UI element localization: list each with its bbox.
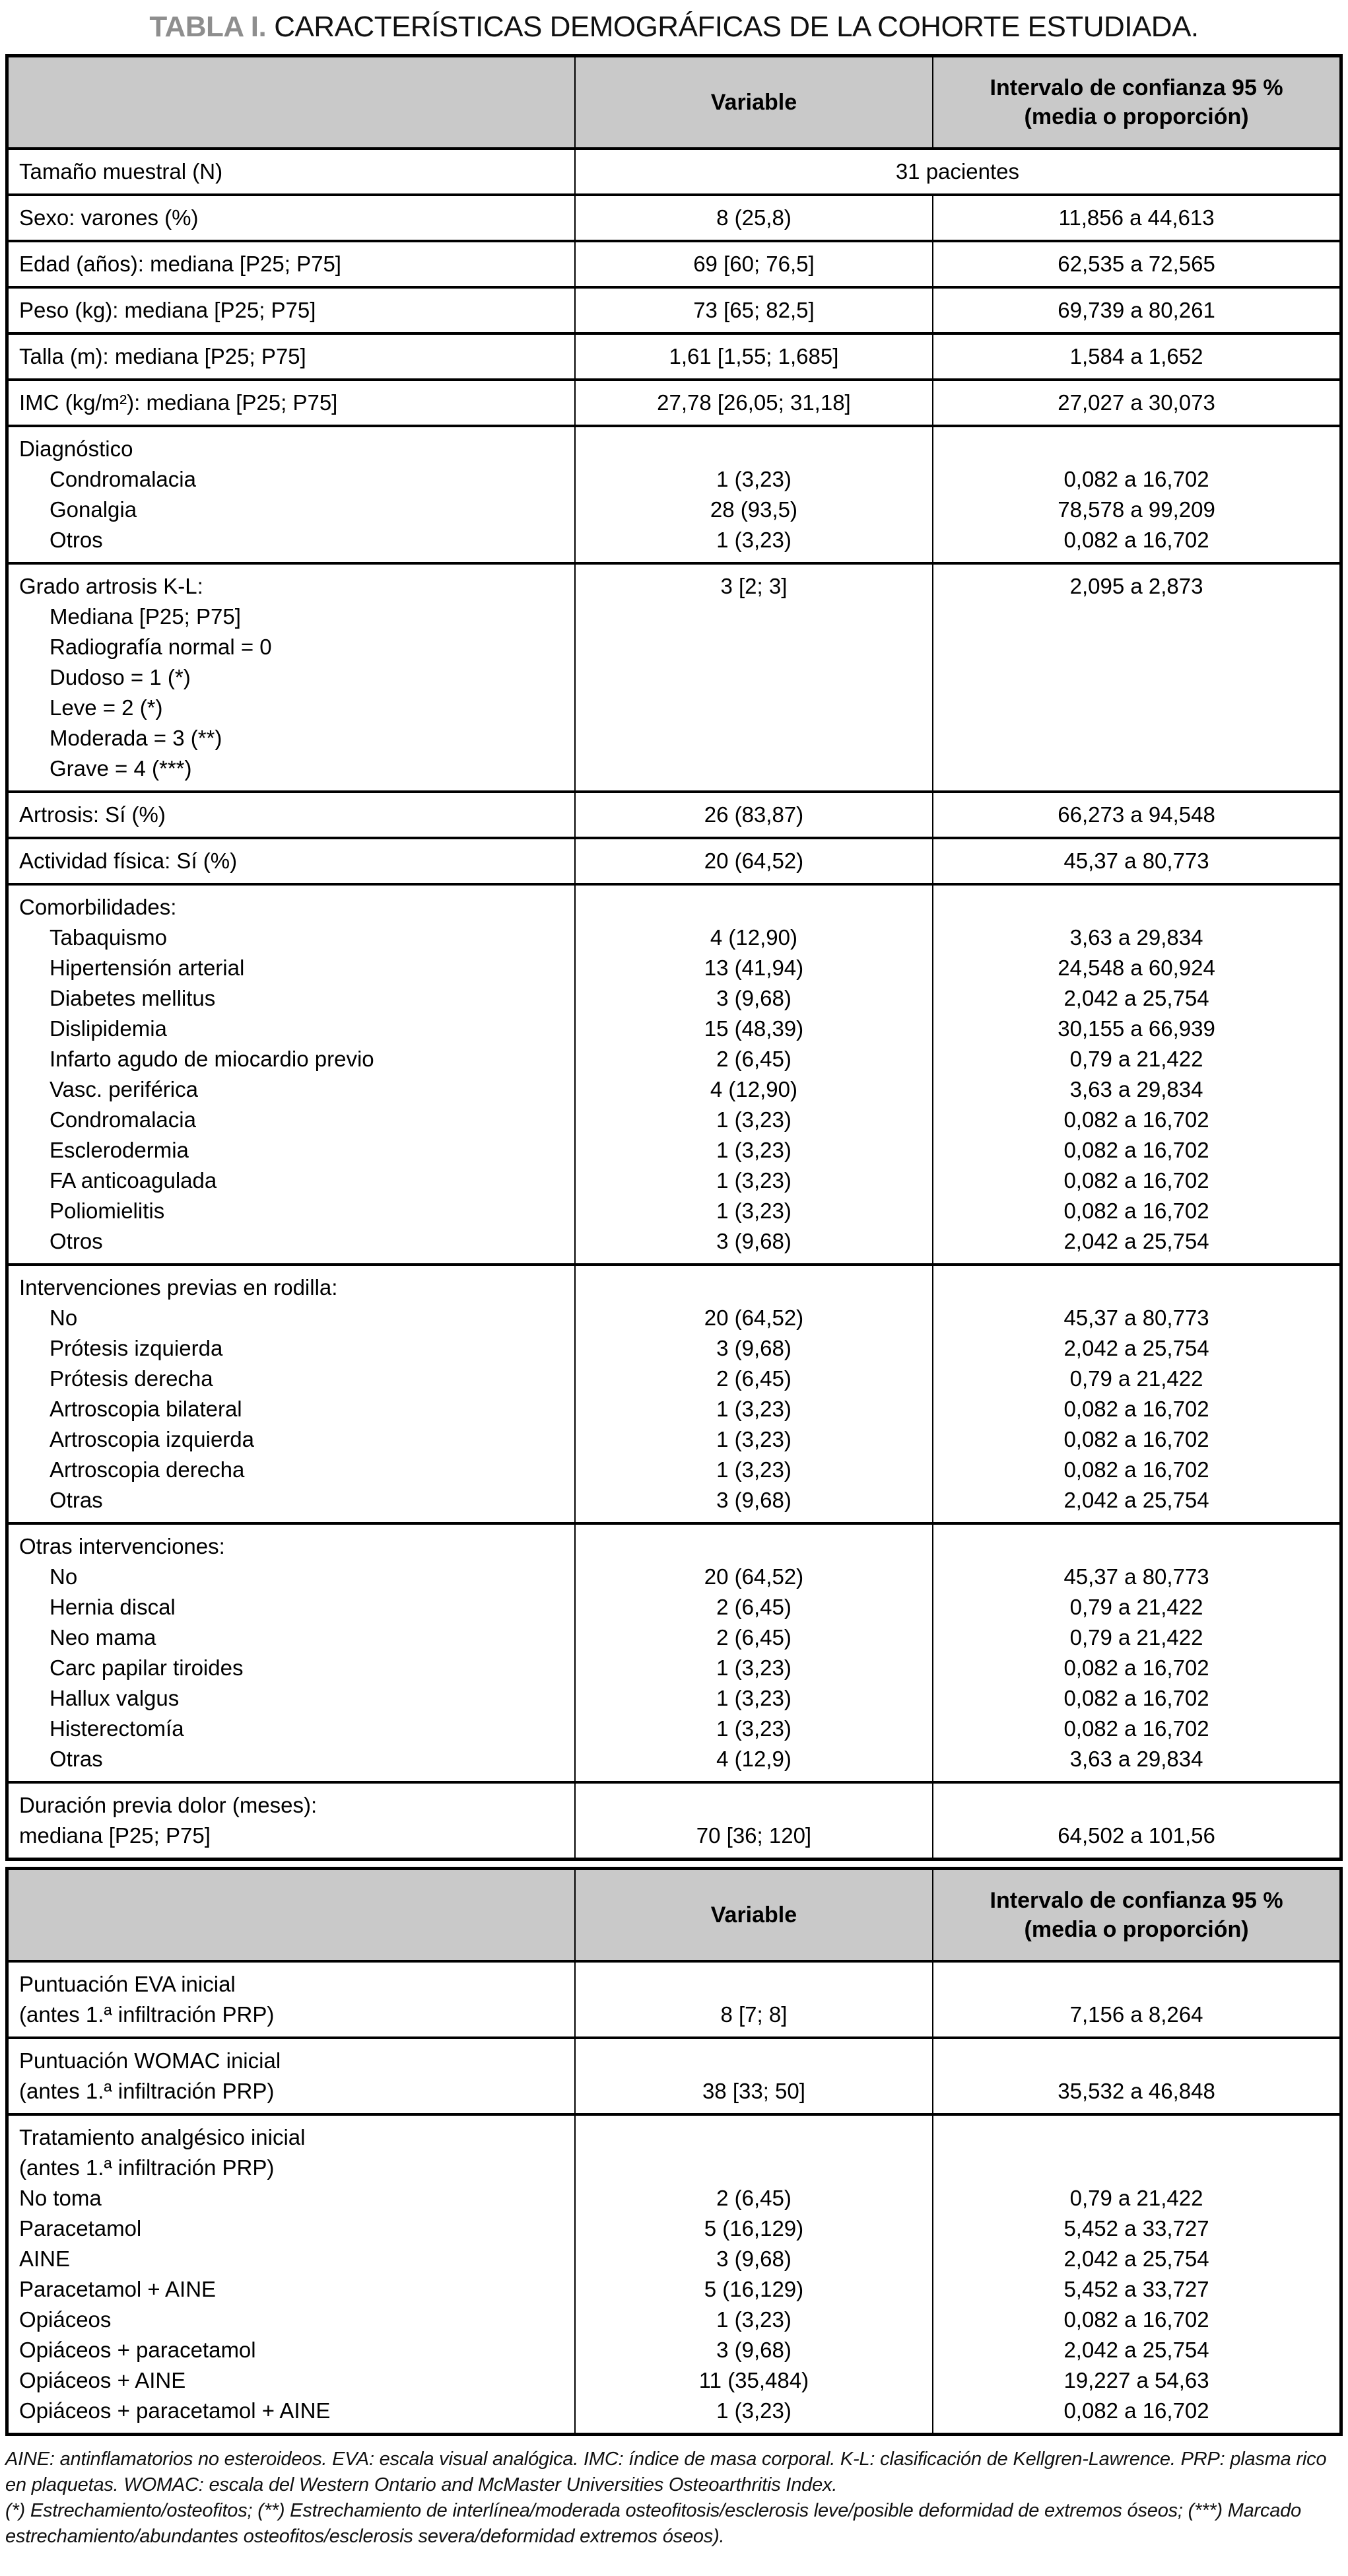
footnotes <box>5 2447 1343 2550</box>
row-ci: 0,79 a 21,422 <box>1069 1625 1203 1650</box>
row-label-cell <box>9 427 574 562</box>
table-row <box>9 837 1339 883</box>
table-row <box>9 286 1339 332</box>
row-sublabel: Esclerodermia <box>50 1138 189 1162</box>
table-title-text: CARACTERÍSTICAS DEMOGRÁFICAS DE LA COHORTE ESTUDIADA. <box>274 11 1199 43</box>
row-value: 28 (93,5) <box>710 497 797 522</box>
row-label: Otras intervenciones: <box>19 1534 225 1558</box>
row-value: 1,61 [1,55; 1,685] <box>669 344 839 368</box>
row-ci: 27,027 a 30,073 <box>1058 390 1215 415</box>
row-ci-cell <box>932 565 1339 790</box>
row-ci: 3,63 a 29,834 <box>1069 925 1203 950</box>
row-value-cell <box>574 242 932 286</box>
row-label: Diagnóstico <box>19 436 133 461</box>
row-ci <box>937 2153 1335 2183</box>
row-value: 8 [7; 8] <box>720 2002 788 2027</box>
row-ci: 0,082 a 16,702 <box>1063 1107 1209 1132</box>
footnote-asterisks: (*) Estrechamiento/osteofitos; (**) Estrechamiento de interlínea/moderada osteofitosis/esclerosis leve/posible deformidad de extremos óseos; (***) Marcado estrechamiento/abundantes osteofitos/esclerosis severa/deformidad extremos óseos). <box>5 2500 1302 2547</box>
row-sublabel: Condromalacia <box>50 467 196 491</box>
row-value <box>580 2046 928 2076</box>
row-ci: 3,63 a 29,834 <box>1069 1077 1203 1101</box>
row-value: 3 (9,68) <box>716 1488 792 1512</box>
row-ci <box>937 1969 1335 2000</box>
row-value-cell <box>574 427 932 562</box>
row-label-cell <box>9 839 574 883</box>
row-label: Opiáceos + AINE <box>19 2368 186 2392</box>
row-ci: 1,584 a 1,652 <box>1069 344 1203 368</box>
row-value <box>580 1969 928 2000</box>
row-ci: 0,082 a 16,702 <box>1063 1716 1209 1741</box>
row-value <box>580 753 928 784</box>
row-value-cell <box>574 335 932 378</box>
row-ci: 0,79 a 21,422 <box>1069 1366 1203 1391</box>
row-label: Paracetamol + AINE <box>19 2277 217 2301</box>
header-row <box>9 1870 1339 1960</box>
row-ci: 45,37 a 80,773 <box>1063 849 1209 873</box>
row-ci <box>937 1272 1335 1303</box>
column-header-ci <box>932 57 1339 147</box>
row-ci-cell <box>932 886 1339 1263</box>
row-ci: 45,37 a 80,773 <box>1063 1305 1209 1330</box>
row-value: 3 (9,68) <box>716 2338 792 2362</box>
row-ci: 0,082 a 16,702 <box>1063 1457 1209 1482</box>
row-ci: 64,502 a 101,56 <box>1058 1823 1215 1848</box>
row-ci: 5,452 a 33,727 <box>1063 2216 1209 2241</box>
row-sublabel: Mediana [P25; P75] <box>50 604 241 629</box>
row-value: 1 (3,23) <box>716 1107 792 1132</box>
row-sublabel: Histerectomía <box>50 1716 184 1741</box>
row-value <box>580 693 928 723</box>
table-row <box>9 1960 1339 2036</box>
row-span-value: 31 pacientes <box>574 150 1339 193</box>
row-ci: 0,79 a 21,422 <box>1069 2186 1203 2210</box>
row-sublabel: No <box>50 1564 78 1589</box>
column-header-empty <box>9 57 574 147</box>
row-value: 15 (48,39) <box>704 1016 804 1041</box>
row-ci-cell <box>932 2116 1339 2433</box>
row-ci-cell <box>932 1784 1339 1858</box>
row-label-cell <box>9 335 574 378</box>
row-sublabel: Neo mama <box>50 1625 156 1650</box>
table-title <box>5 11 1343 44</box>
row-ci: 66,273 a 94,548 <box>1058 802 1215 827</box>
row-ci: 0,082 a 16,702 <box>1063 2398 1209 2423</box>
row-value: 1 (3,23) <box>716 1427 792 1451</box>
row-ci: 69,739 a 80,261 <box>1058 298 1215 322</box>
row-value: 73 [65; 82,5] <box>693 298 815 322</box>
row-ci: 5,452 a 33,727 <box>1063 2277 1209 2301</box>
row-ci: 0,082 a 16,702 <box>1063 1397 1209 1421</box>
row-value: 20 (64,52) <box>704 849 804 873</box>
row-value: 2 (6,45) <box>716 1366 792 1391</box>
row-ci: 0,082 a 16,702 <box>1063 1199 1209 1223</box>
row-value-cell <box>574 1525 932 1781</box>
table-row <box>9 425 1339 562</box>
row-value: 2 (6,45) <box>716 1625 792 1650</box>
row-value <box>580 434 928 464</box>
row-label-cell <box>9 886 574 1263</box>
row-sublabel: Otras <box>50 1488 103 1512</box>
row-value: 1 (3,23) <box>716 1138 792 1162</box>
table-title-label: TABLA I. <box>149 11 267 43</box>
row-ci <box>937 2046 1335 2076</box>
row-ci <box>937 632 1335 662</box>
row-ci-cell <box>932 1266 1339 1522</box>
row-sublabel: Dislipidemia <box>50 1016 167 1041</box>
row-value: 13 (41,94) <box>704 956 804 980</box>
row-label: Tamaño muestral (N) <box>19 159 223 184</box>
row-value: 3 (9,68) <box>716 986 792 1010</box>
row-label: Opiáceos <box>19 2307 112 2332</box>
row-value-cell <box>574 381 932 425</box>
row-ci: 0,082 a 16,702 <box>1063 1168 1209 1193</box>
row-value <box>580 723 928 753</box>
row-ci: 3,63 a 29,834 <box>1069 1747 1203 1771</box>
row-ci: 45,37 a 80,773 <box>1063 1564 1209 1589</box>
table-row <box>9 2036 1339 2113</box>
column-header-variable: Variable <box>574 57 932 147</box>
row-ci: 2,042 a 25,754 <box>1063 1229 1209 1253</box>
column-header-ci <box>932 1870 1339 1960</box>
column-header-ci-line-1: Intervalo de confianza 95 % <box>990 1888 1283 1913</box>
column-header-ci-line-1: Intervalo de confianza 95 % <box>990 75 1283 100</box>
row-ci-cell <box>932 335 1339 378</box>
row-value: 4 (12,9) <box>716 1747 792 1771</box>
row-value: 2 (6,45) <box>716 1595 792 1619</box>
row-ci-cell <box>932 289 1339 332</box>
row-value: 3 (9,68) <box>716 1229 792 1253</box>
row-ci-cell <box>932 2039 1339 2113</box>
row-value <box>580 662 928 693</box>
row-ci-cell <box>932 196 1339 240</box>
row-label: Tratamiento analgésico inicial <box>19 2125 306 2149</box>
row-sublabel: Leve = 2 (*) <box>50 695 163 720</box>
row-label-cell <box>9 793 574 837</box>
row-ci: 0,79 a 21,422 <box>1069 1595 1203 1619</box>
row-value: 8 (25,8) <box>716 205 792 230</box>
row-ci: 0,082 a 16,702 <box>1063 528 1209 552</box>
row-ci-cell <box>932 1963 1339 2036</box>
row-sublabel: Condromalacia <box>50 1107 196 1132</box>
tables-container <box>5 54 1343 2436</box>
row-label: Puntuación EVA inicial <box>19 1972 236 1996</box>
row-sublabel: Infarto agudo de miocardio previo <box>50 1047 374 1071</box>
row-label-cell <box>9 196 574 240</box>
row-ci <box>937 434 1335 464</box>
row-value: 1 (3,23) <box>716 1397 792 1421</box>
row-ci-cell <box>932 427 1339 562</box>
row-sublabel: Moderada = 3 (**) <box>50 726 222 750</box>
table-row <box>9 883 1339 1263</box>
row-ci: 2,042 a 25,754 <box>1063 1336 1209 1360</box>
row-value-cell <box>574 886 932 1263</box>
row-value <box>580 2153 928 2183</box>
row-value: 27,78 [26,05; 31,18] <box>657 390 851 415</box>
row-ci: 30,155 a 66,939 <box>1058 1016 1215 1041</box>
row-sublabel: Otras <box>50 1747 103 1771</box>
row-label: Puntuación WOMAC inicial <box>19 2048 281 2073</box>
row-label: Opiáceos + paracetamol + AINE <box>19 2398 331 2423</box>
row-label: Opiáceos + paracetamol <box>19 2338 256 2362</box>
row-label: (antes 1.ª infiltración PRP) <box>19 2002 275 2027</box>
row-sublabel: Prótesis derecha <box>50 1366 213 1391</box>
row-ci: 35,532 a 46,848 <box>1058 2079 1215 2103</box>
row-value: 70 [36; 120] <box>696 1823 812 1848</box>
row-ci <box>937 892 1335 922</box>
row-value-cell <box>574 1784 932 1858</box>
row-label: Edad (años): mediana [P25; P75] <box>19 252 341 276</box>
row-ci-cell <box>932 242 1339 286</box>
row-sublabel: No <box>50 1305 78 1330</box>
row-value: 2 (6,45) <box>716 2186 792 2210</box>
header-row <box>9 57 1339 147</box>
table-row <box>9 378 1339 425</box>
row-value: 3 (9,68) <box>716 2246 792 2271</box>
row-label: Comorbilidades: <box>19 895 177 919</box>
column-header-ci-line-2: (media o proporción) <box>1024 1917 1249 1942</box>
row-value: 2 (6,45) <box>716 1047 792 1071</box>
row-ci <box>937 2122 1335 2153</box>
row-label: Grado artrosis K-L: <box>19 574 203 598</box>
row-label: No toma <box>19 2186 102 2210</box>
row-value: 20 (64,52) <box>704 1305 804 1330</box>
column-header-variable: Variable <box>574 1870 932 1960</box>
row-ci: 0,082 a 16,702 <box>1063 467 1209 491</box>
row-label-cell <box>9 381 574 425</box>
row-value: 69 [60; 76,5] <box>693 252 815 276</box>
row-ci <box>937 723 1335 753</box>
row-label: (antes 1.ª infiltración PRP) <box>19 2155 275 2180</box>
row-ci <box>937 1790 1335 1821</box>
row-ci: 2,042 a 25,754 <box>1063 2246 1209 2271</box>
row-ci: 2,042 a 25,754 <box>1063 986 1209 1010</box>
row-value: 4 (12,90) <box>710 1077 797 1101</box>
row-ci: 2,042 a 25,754 <box>1063 2338 1209 2362</box>
row-ci: 11,856 a 44,613 <box>1058 205 1215 230</box>
row-value: 1 (3,23) <box>716 2398 792 2423</box>
row-ci <box>937 602 1335 632</box>
row-value-cell <box>574 1963 932 2036</box>
row-sublabel: Prótesis izquierda <box>50 1336 223 1360</box>
row-label-cell <box>9 1266 574 1522</box>
row-value: 20 (64,52) <box>704 1564 804 1589</box>
row-ci-cell <box>932 839 1339 883</box>
row-value <box>580 1272 928 1303</box>
table-row <box>9 240 1339 286</box>
row-label: Duración previa dolor (meses): <box>19 1793 318 1817</box>
row-value-cell <box>574 839 932 883</box>
row-ci <box>937 693 1335 723</box>
row-label-cell <box>9 289 574 332</box>
row-sublabel: Dudoso = 1 (*) <box>50 665 191 689</box>
row-label-cell <box>9 2039 574 2113</box>
row-label: Peso (kg): mediana [P25; P75] <box>19 298 316 322</box>
row-label-cell <box>9 242 574 286</box>
table-row <box>9 332 1339 378</box>
row-label: AINE <box>19 2246 71 2271</box>
row-sublabel: Diabetes mellitus <box>50 986 216 1010</box>
table-row <box>9 2113 1339 2433</box>
row-value: 26 (83,87) <box>704 802 804 827</box>
row-ci: 0,082 a 16,702 <box>1063 2307 1209 2332</box>
row-label: Artrosis: Sí (%) <box>19 802 166 827</box>
row-label: mediana [P25; P75] <box>19 1823 211 1848</box>
row-label: Sexo: varones (%) <box>19 205 199 230</box>
row-label: Actividad física: Sí (%) <box>19 849 238 873</box>
row-ci: 0,082 a 16,702 <box>1063 1655 1209 1680</box>
row-label-cell <box>9 1963 574 2036</box>
row-ci: 0,79 a 21,422 <box>1069 1047 1203 1071</box>
row-sublabel: Hipertensión arterial <box>50 956 245 980</box>
row-value-cell <box>574 289 932 332</box>
row-value-cell <box>574 2039 932 2113</box>
row-sublabel: Otros <box>50 1229 103 1253</box>
row-ci: 2,042 a 25,754 <box>1063 1488 1209 1512</box>
row-value <box>580 2122 928 2153</box>
table-row <box>9 1522 1339 1781</box>
row-value: 1 (3,23) <box>716 1716 792 1741</box>
row-label-cell <box>9 1525 574 1781</box>
row-value: 1 (3,23) <box>716 1686 792 1710</box>
table-row <box>9 1781 1339 1858</box>
row-value-cell <box>574 196 932 240</box>
row-value: 1 (3,23) <box>716 528 792 552</box>
footnote-abbreviations: AINE: antinflamatorios no esteroideos. EVA: escala visual analógica. IMC: índice de masa corporal. K-L: clasificación de Kellgren-Lawrence. PRP: plasma rico en plaquetas. WOMAC: escala del Western Ontario and McMaster Universities Osteoarthritis Index. <box>5 2449 1327 2495</box>
row-label: IMC (kg/m²): mediana [P25; P75] <box>19 390 338 415</box>
row-ci: 0,082 a 16,702 <box>1063 1686 1209 1710</box>
row-ci: 78,578 a 99,209 <box>1058 497 1215 522</box>
row-label-cell <box>9 2116 574 2433</box>
row-value <box>580 602 928 632</box>
row-value-cell <box>574 565 932 790</box>
row-label-cell <box>9 150 574 193</box>
row-sublabel: Radiografía normal = 0 <box>50 635 272 659</box>
row-label-cell <box>9 565 574 790</box>
row-value <box>580 1531 928 1562</box>
row-ci <box>937 1531 1335 1562</box>
row-sublabel: FA anticoagulada <box>50 1168 217 1193</box>
row-label: Intervenciones previas en rodilla: <box>19 1275 338 1300</box>
row-ci-cell <box>932 381 1339 425</box>
row-sublabel: Grave = 4 (***) <box>50 756 192 781</box>
row-label: (antes 1.ª infiltración PRP) <box>19 2079 275 2103</box>
row-sublabel: Hallux valgus <box>50 1686 180 1710</box>
row-value: 1 (3,23) <box>716 467 792 491</box>
row-ci: 19,227 a 54,63 <box>1063 2368 1209 2392</box>
row-value: 3 (9,68) <box>716 1336 792 1360</box>
row-ci: 0,082 a 16,702 <box>1063 1427 1209 1451</box>
column-header-ci-line-2: (media o proporción) <box>1024 104 1249 129</box>
data-table-demographics <box>5 54 1343 1861</box>
row-sublabel: Artroscopia bilateral <box>50 1397 242 1421</box>
row-value: 3 [2; 3] <box>720 574 788 598</box>
row-sublabel: Artroscopia izquierda <box>50 1427 254 1451</box>
row-ci: 24,548 a 60,924 <box>1058 956 1215 980</box>
row-value-cell <box>574 2116 932 2433</box>
row-value <box>580 632 928 662</box>
row-value: 11 (35,484) <box>698 2368 809 2392</box>
column-header-empty <box>9 1870 574 1960</box>
row-value: 1 (3,23) <box>716 1199 792 1223</box>
row-ci-cell <box>932 793 1339 837</box>
table-row <box>9 562 1339 790</box>
row-value <box>580 892 928 922</box>
row-ci: 62,535 a 72,565 <box>1058 252 1215 276</box>
row-label-cell <box>9 1784 574 1858</box>
row-value: 1 (3,23) <box>716 1655 792 1680</box>
row-sublabel: Carc papilar tiroides <box>50 1655 244 1680</box>
row-ci: 0,082 a 16,702 <box>1063 1138 1209 1162</box>
row-value-cell <box>574 1266 932 1522</box>
row-ci <box>937 753 1335 784</box>
row-value <box>580 1790 928 1821</box>
row-value: 5 (16,129) <box>704 2216 804 2241</box>
row-sublabel: Artroscopia derecha <box>50 1457 245 1482</box>
row-sublabel: Otros <box>50 528 103 552</box>
table-row <box>9 790 1339 837</box>
row-sublabel: Vasc. periférica <box>50 1077 198 1101</box>
row-value: 1 (3,23) <box>716 2307 792 2332</box>
row-value: 1 (3,23) <box>716 1457 792 1482</box>
row-sublabel: Hernia discal <box>50 1595 176 1619</box>
row-value: 5 (16,129) <box>704 2277 804 2301</box>
row-sublabel: Poliomielitis <box>50 1199 165 1223</box>
row-value-cell <box>574 793 932 837</box>
row-value: 4 (12,90) <box>710 925 797 950</box>
row-label: Paracetamol <box>19 2216 142 2241</box>
table-row <box>9 1263 1339 1522</box>
row-ci: 2,095 a 2,873 <box>1069 574 1203 598</box>
table-row <box>9 193 1339 240</box>
row-sublabel: Tabaquismo <box>50 925 167 950</box>
row-value: 1 (3,23) <box>716 1168 792 1193</box>
row-sublabel: Gonalgia <box>50 497 137 522</box>
row-ci-cell <box>932 1525 1339 1781</box>
table-row <box>9 147 1339 193</box>
row-label: Talla (m): mediana [P25; P75] <box>19 344 306 368</box>
row-ci: 7,156 a 8,264 <box>1069 2002 1203 2027</box>
row-value: 38 [33; 50] <box>702 2079 805 2103</box>
row-ci <box>937 662 1335 693</box>
data-table-clinical-baseline <box>5 1867 1343 2436</box>
